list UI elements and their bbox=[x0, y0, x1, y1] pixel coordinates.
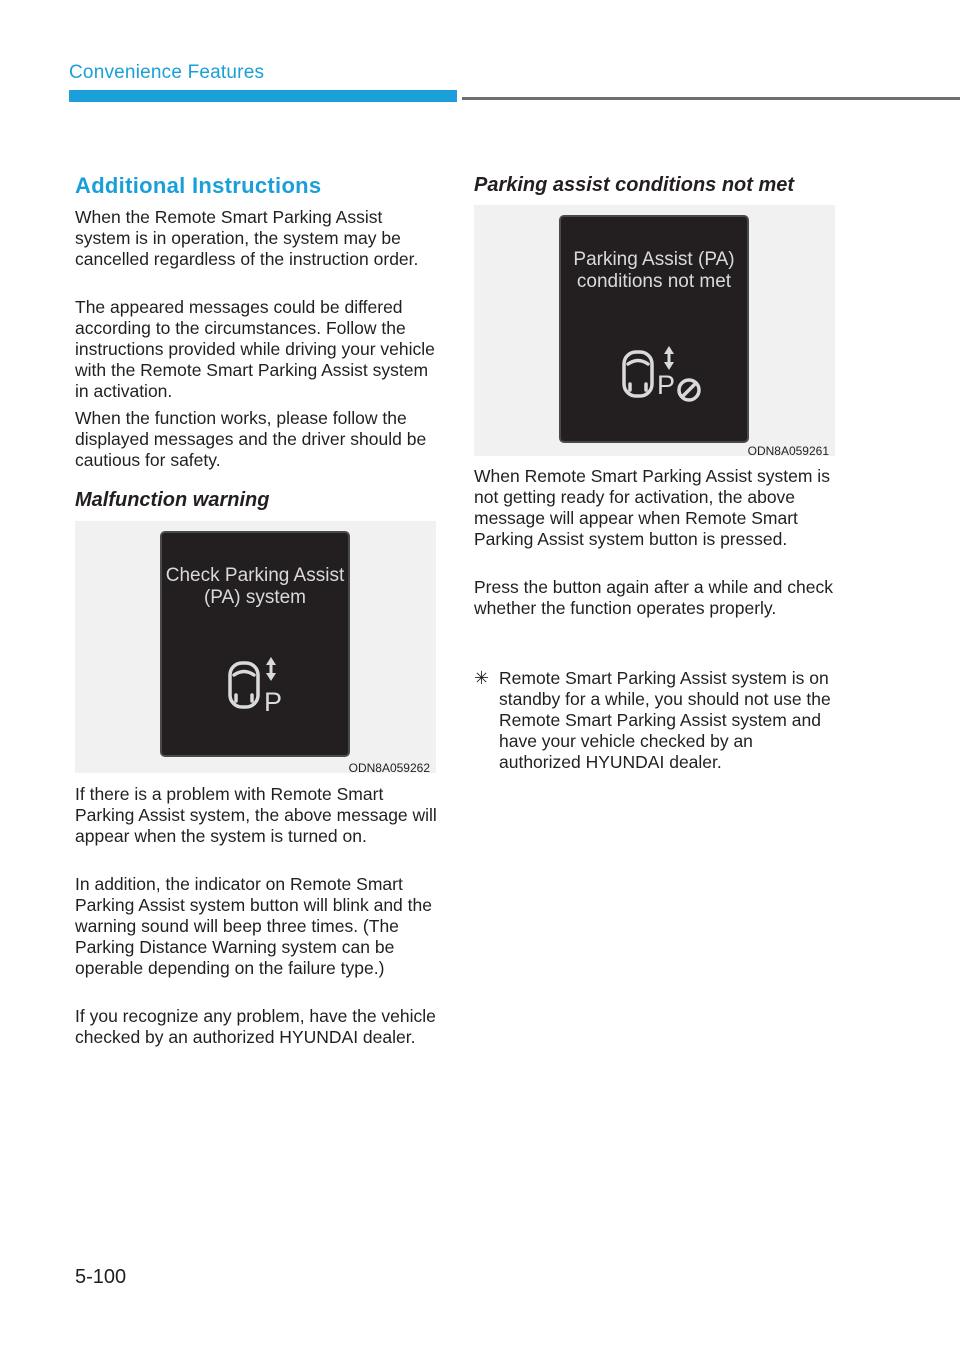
paragraph: The appeared messages could be differed according to the circumstances. Follow the instructions provided while driving your vehicle with the Remote Smart Parking Assist system in activation. bbox=[75, 297, 435, 401]
paragraph: Press the button again after a while and check whether the function operates properly. bbox=[474, 577, 833, 618]
svg-text:P: P bbox=[264, 687, 283, 715]
cluster-display bbox=[160, 531, 350, 757]
note-text: Remote Smart Parking Assist system is on standby for a while, you should not use the Remote Smart Parking Assist system and have your vehicle checked by an authorized HYUNDAI dealer. bbox=[499, 668, 831, 772]
note-asterisk-icon: ✳ bbox=[474, 668, 490, 688]
paragraph: If there is a problem with Remote Smart Parking Assist system, the above message will appear when the system is turned on. bbox=[75, 784, 437, 846]
paragraph: When the Remote Smart Parking Assist system is in operation, the system may be cancelled regardless of the instruction order. bbox=[75, 207, 419, 269]
header-accent-bar bbox=[69, 90, 457, 102]
figure-code: ODN8A059261 bbox=[747, 444, 829, 458]
paragraph: When the function works, please follow the displayed messages and the driver should be cautious for safety. bbox=[75, 408, 427, 470]
parking-assist-unavailable-icon bbox=[621, 344, 705, 406]
display-message-line1: Parking Assist (PA) bbox=[573, 249, 735, 270]
display-message-line2: conditions not met bbox=[576, 271, 732, 292]
svg-text:P: P bbox=[657, 370, 676, 400]
page-header-title: Convenience Features bbox=[69, 62, 265, 83]
header-rule bbox=[462, 97, 960, 100]
subheading-malfunction: Malfunction warning bbox=[75, 489, 270, 511]
display-message-line2: (PA) system bbox=[203, 587, 307, 608]
paragraph: When Remote Smart Parking Assist system is not getting ready for activation, the above message will appear when Remote Smart Parking Assist system button is pressed. bbox=[474, 466, 830, 549]
figure-code: ODN8A059262 bbox=[348, 761, 430, 775]
parking-assist-icon bbox=[227, 655, 291, 715]
paragraph: In addition, the indicator on Remote Smart Parking Assist system button will blink and the warning sound will beep three times. (The Parking Distance Warning system can be operable depending on the failure type.) bbox=[75, 874, 432, 978]
cluster-display bbox=[559, 215, 749, 443]
page-number: 5-100 bbox=[75, 1266, 127, 1288]
subheading-conditions-not-met: Parking assist conditions not met bbox=[474, 174, 795, 196]
section-title: Additional Instructions bbox=[75, 173, 322, 198]
conditions-figure bbox=[474, 205, 835, 456]
display-message-line1: Check Parking Assist bbox=[165, 565, 345, 586]
paragraph: If you recognize any problem, have the vehicle checked by an authorized HYUNDAI dealer. bbox=[75, 1006, 436, 1047]
malfunction-figure bbox=[75, 521, 436, 773]
